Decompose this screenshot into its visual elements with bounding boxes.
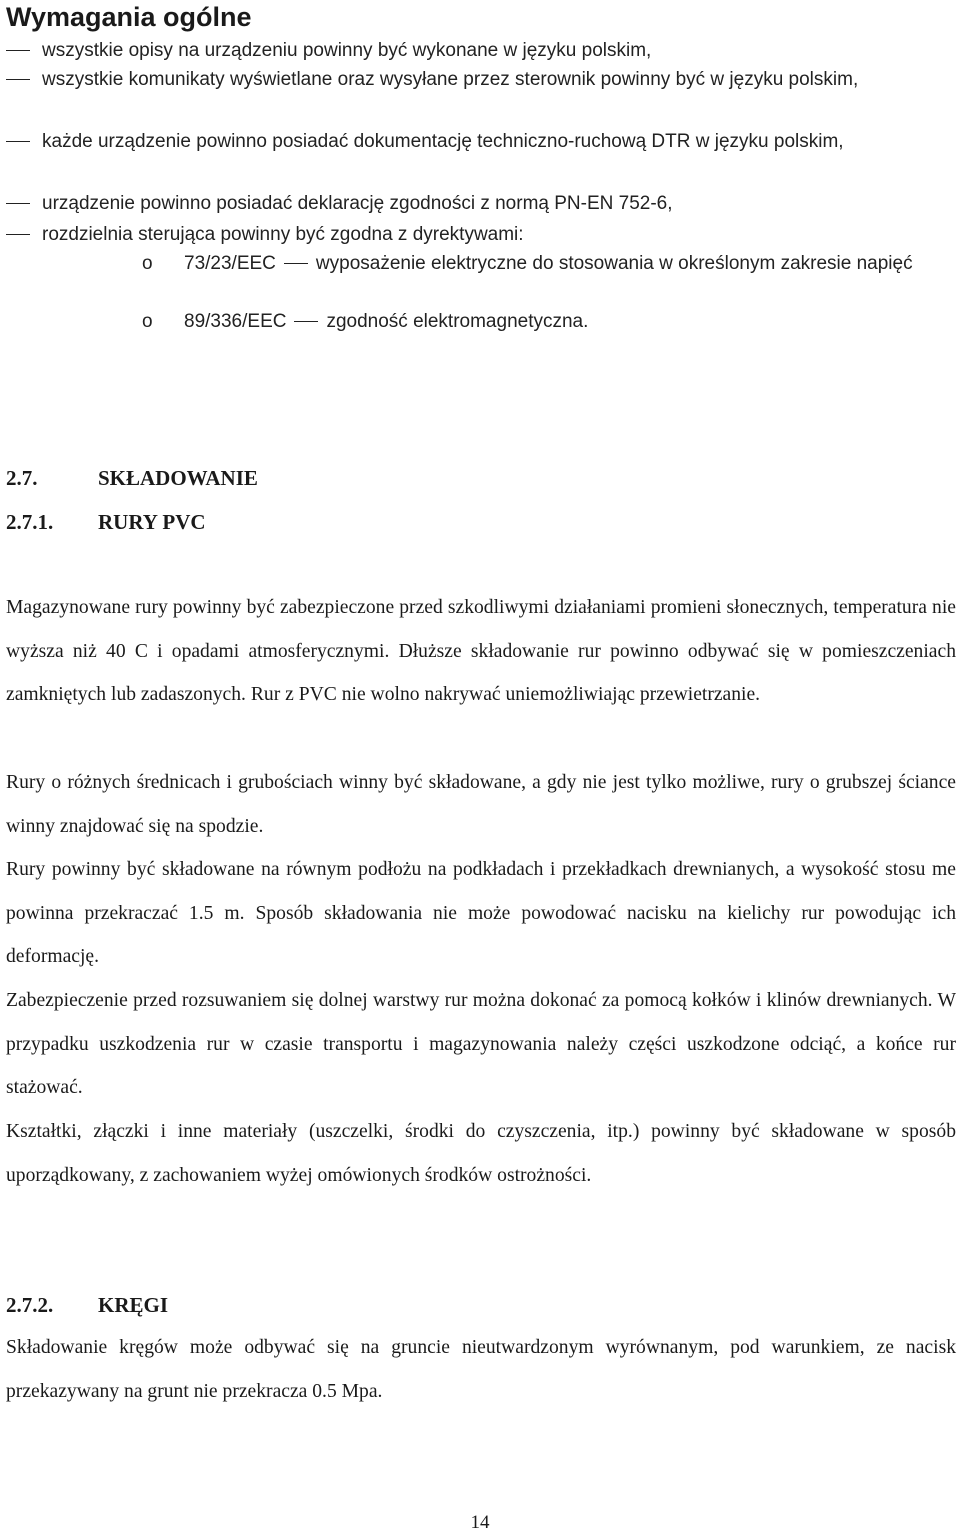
directive-code: 89/336/EEC	[184, 311, 287, 332]
circle-bullet-icon: o	[142, 253, 153, 274]
requirement-text: wszystkie komunikaty wyświetlane oraz wysyłane przez sterownik powinny być w języku polskim,	[42, 69, 859, 90]
requirement-item	[0, 220, 957, 249]
section-number: 2.7.1.	[6, 510, 54, 534]
section-number: 2.7.2.	[6, 1293, 54, 1317]
dash-bullet-icon	[6, 50, 30, 51]
dash-separator-icon	[294, 321, 318, 322]
paragraph: Składowanie kręgów może odbywać się na gruncie nieutwardzonym wyrównanym, pod warunkiem, ze nacisk przekazywany na grunt nie przekracza 0.5 Mpa.	[6, 1337, 956, 1402]
section-number: 2.7.	[6, 466, 38, 490]
requirement-item	[0, 189, 957, 220]
directive-description: zgodność elektromagnetyczna.	[326, 311, 589, 332]
requirement-text: urządzenie powinno posiadać deklarację zgodności z normą PN-EN 752-6,	[42, 193, 673, 214]
page-number: 14	[470, 1512, 490, 1533]
section-heading-storage	[6, 464, 258, 492]
paragraph: Rury powinny być składowane na równym podłożu na podkładach i przekładkach drewnianych, a wysokość stosu me powinna przekraczać 1.5 m. Sposób składowania nie może powodować nacisku na kielichy rur powodując ich deformację.	[6, 859, 956, 968]
paragraph: Zabezpieczenie przed rozsuwaniem się dolnej warstwy rur można dokonać za pomocą kołków i klinów drewnianych. W przypadku uszkodzenia rur w czasie transportu i magazynowania należy części uszkodzone odciąć, a końce rur stażować.	[6, 990, 956, 1099]
dash-bullet-icon	[6, 141, 30, 142]
section-title: KRĘGI	[98, 1293, 169, 1317]
paragraph: Magazynowane rury powinny być zabezpieczone przed szkodliwymi działaniami promieni słonecznych, temperatura nie wyższa niż 40 C i opadami atmosferycznymi. Dłuższe składowanie rur powinno odbywać się w pomieszczeniach zamkniętych lub zadaszonych. Rur z PVC nie wolno nakrywać uniemożliwiając przewietrzanie.	[6, 597, 956, 706]
requirement-text: wszystkie opisy na urządzeniu powinny być wykonane w języku polskim,	[42, 40, 652, 61]
directive-item	[0, 249, 957, 307]
circle-bullet-icon: o	[142, 311, 153, 332]
directive-item	[0, 307, 957, 336]
requirement-text: każde urządzenie powinno posiadać dokumentację techniczno-ruchową DTR w języku polskim,	[42, 131, 844, 152]
section-title: RURY PVC	[98, 510, 206, 534]
section-title: SKŁADOWANIE	[98, 466, 258, 490]
paragraph: Rury o różnych średnicach i grubościach winny być składowane, a gdy nie jest tylko możliwe, rury o grubszej ściance winny znajdować się na spodzie.	[6, 772, 956, 837]
requirements-list	[0, 36, 960, 336]
general-requirements-title: Wymagania ogólne	[6, 2, 252, 32]
dash-bullet-icon	[6, 203, 30, 204]
dash-separator-icon	[284, 263, 308, 264]
section-heading-pvc-pipes	[6, 508, 206, 536]
requirement-item	[0, 65, 957, 127]
paragraph: Kształtki, złączki i inne materiały (uszczelki, środki do czyszczenia, itp.) powinny być składowane w sposób uporządkowany, z zachowaniem wyżej omówionych środków ostrożności.	[6, 1121, 956, 1186]
requirement-item	[0, 127, 957, 189]
directive-description: wyposażenie elektryczne do stosowania w określonym zakresie napięć	[315, 253, 913, 274]
dash-bullet-icon	[6, 79, 30, 80]
dash-bullet-icon	[6, 234, 30, 235]
section-heading-rings	[6, 1291, 168, 1319]
directive-code: 73/23/EEC	[184, 253, 276, 274]
requirement-item	[0, 36, 957, 65]
requirement-text: rozdzielnia sterująca powinny być zgodna z dyrektywami:	[42, 224, 524, 245]
